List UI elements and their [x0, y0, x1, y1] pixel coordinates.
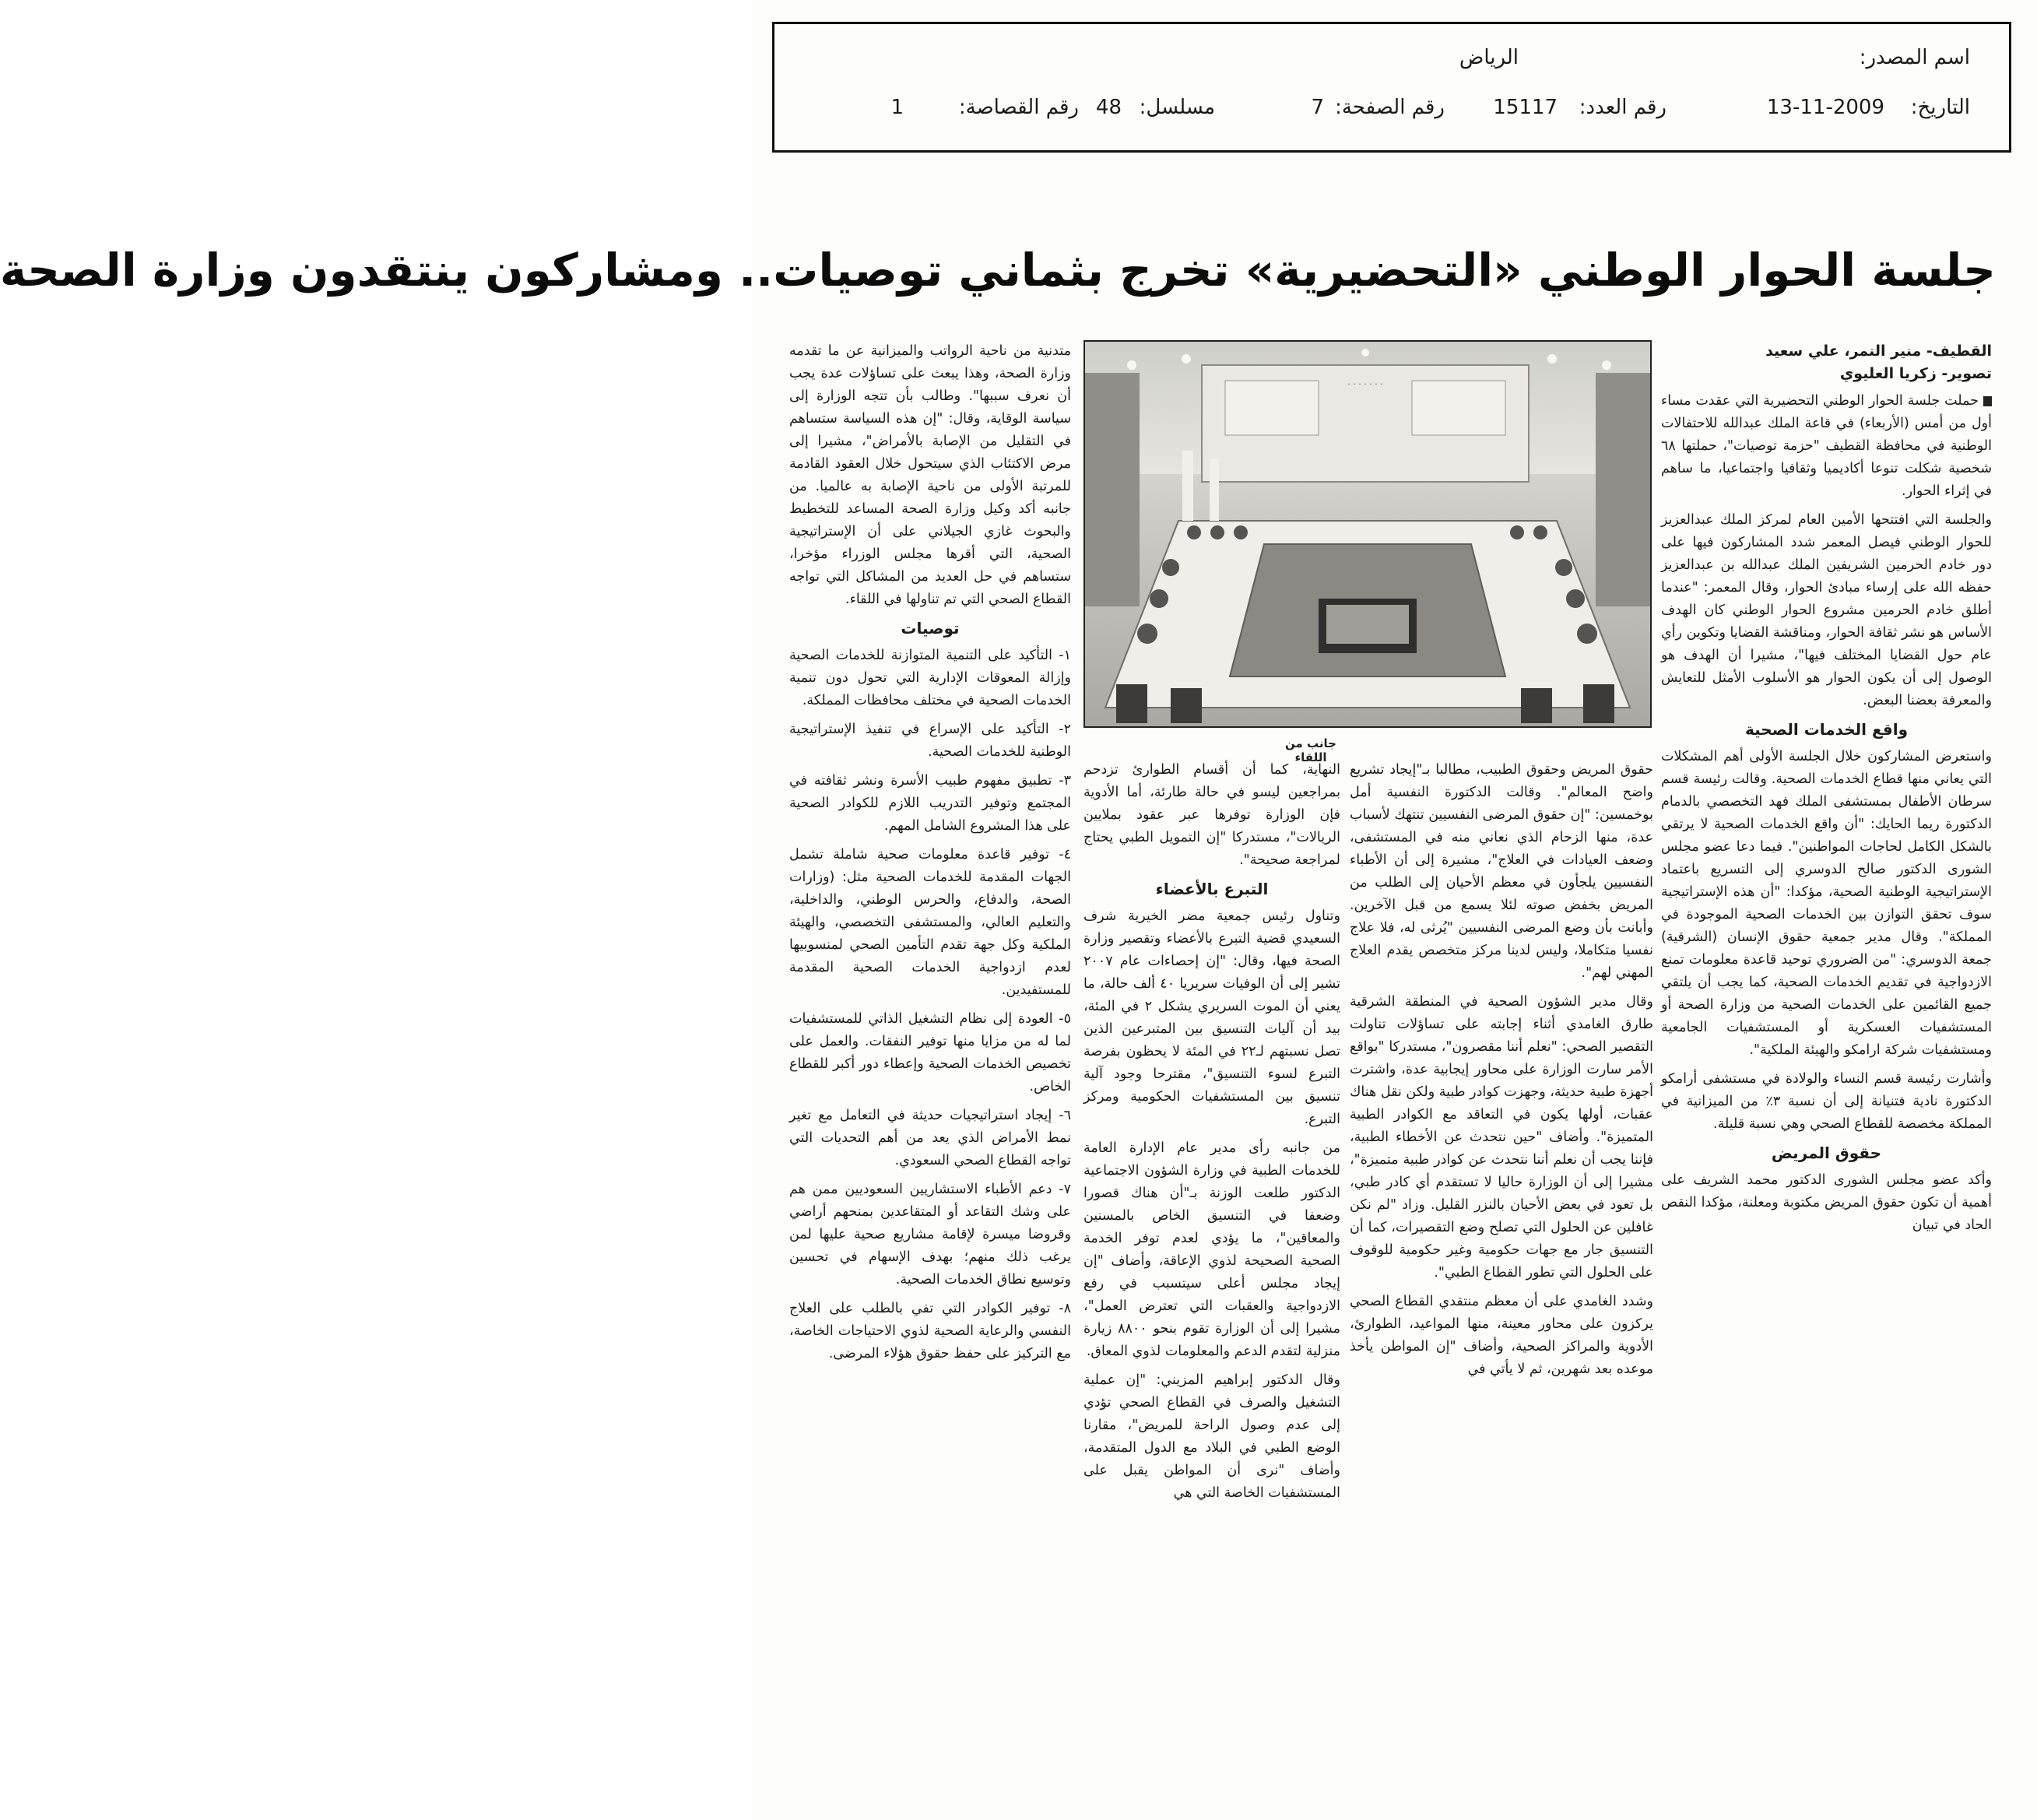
- article-column-4: [789, 340, 1071, 1558]
- paragraph: النهاية، كما أن أقسام الطوارئ تزدحم بمراجعين ليسو في حالة طارئة، أما الأدوية فإن الوزارة توفرها عبر عقود بملايين الريالات"، مستدركا "إن التمويل الطبي يحتاج لمراجعة صحيحة".: [1083, 762, 1340, 868]
- date-label: التاريخ:: [1910, 96, 1970, 119]
- recommendation-item: ٢- التأكيد على الإسراع في تنفيذ الإستراتيجية الوطنية للخدمات الصحية.: [789, 722, 1071, 760]
- paragraph-marker-icon: [1983, 396, 1992, 406]
- paragraph: وأكد عضو مجلس الشورى الدكتور محمد الشريف على أهمية أن تكون حقوق المريض مكتوبة ومعلنة، مؤكدا النقص الحاد في تبيان: [1661, 1172, 1992, 1233]
- paragraph: حملت جلسة الحوار الوطني التحضيرية التي عقدت مساء أول من أمس (الأربعاء) في قاعة الملك عبدالله للاحتفالات الوطنية في محافظة القطيف "حزمة توصيات"، حملتها ٦٨ شخصية شكلت تنوعا أكاديميا وثقافيا واجتماعيا، ما ساهم في إثراء الحوار.: [1661, 393, 1992, 499]
- clip-label: رقم القصاصة:: [958, 96, 1079, 119]
- source-label: اسم المصدر:: [1859, 46, 1970, 69]
- paragraph: وقال مدير الشؤون الصحية في المنطقة الشرقية طارق الغامدي أثناء إجابته على تساؤلات تناولت التقصير الصحي: "نعلم أننا مقصرون"، مستدركا "بواقع الأمر سارت الوزارة على محاور إيجابية عدة، واشترت أجهزة طبية حديثة، وجهزت كوادر طبية ولكن نقل هناك عقبات، أولها يكون في التعاقد مع الكوادر الطبية المتميزة". وأضاف "حين نتحدث عن الأخطاء الطبية، فإننا يجب أن نعلم أننا نتحدث عن كوادر طبية متميزة"، مشيرا إلى أن الوزارة حاليا لا تستقدم أي كادر طبي، بل تعود في بعض الأحيان بالنزر القليل. وزاد "لم نكن غافلين عن الحلول التي تصلح وضع التقصيرات، كما أن التنسيق جار مع جهات حكومية وغير حكومية للوقوف على الحلول التي تطور القطاع الطبي".: [1350, 994, 1653, 1281]
- byline-photographer: تصوير- زكريا العليوي: [1839, 365, 1992, 382]
- article-column-2: [1350, 759, 1653, 1558]
- recommendation-item: ١- التأكيد على التنمية المتوازنة للخدمات الصحية وإزالة المعوقات الإدارية التي تحول دون تنمية الخدمات الصحية في مختلف محافظات المملكة.: [789, 648, 1071, 708]
- serial-value: 48: [1095, 96, 1122, 119]
- byline-authors: القطيف- منير النمر، علي سعيد: [1765, 343, 1992, 360]
- recommendation-item: ٣- تطبيق مفهوم طبيب الأسرة ونشر ثقافته في المجتمع وتوفير التدريب اللازم للكوادر الصحية على هذا المشروع الشامل المهم.: [789, 773, 1071, 834]
- metadata-box: [772, 22, 2011, 153]
- recommendation-item: ٨- توفير الكوادر التي تفي بالطلب على العلاج النفسي والرعاية الصحية لذوي الاحتياجات الخاصة، مع التركيز على حفظ حقوق هؤلاء المرضى.: [789, 1301, 1071, 1361]
- paragraph: وقال الدكتور إبراهيم المزيني: "إن عملية التشغيل والصرف في القطاع الصحي تؤدي إلى عدم وصول الراحة للمريض"، مقارنا الوضع الطبي في البلاد مع الدول المتقدمة، وأضاف "نرى أن المواطن يقبل على المستشفيات الخاصة التي هي: [1083, 1372, 1340, 1501]
- issue-value: 15117: [1493, 96, 1558, 119]
- source-value: الرياض: [1459, 46, 1519, 69]
- paragraph: وتناول رئيس جمعية مضر الخيرية شرف السعيدي قضية التبرع بالأعضاء وتقصير وزارة الصحة فيها، وقال: "إن إحصاءات عام ٢٠٠٧ تشير إلى أن الوفيات سريريا ٤٠ ألف حالة، ما يعني أن الموت السريري يشكل ٢ في المئة، بيد أن آليات التنسيق بين المتبرعين الذين تصل نسبتهم لـ٢٢ في المئة لا يحظون بفرصة التبرع لسوء التنسيق"، مقترحا وجود آلية تنسيق بين المستشفيات الحكومية ومركز التبرع.: [1083, 908, 1340, 1127]
- photo-caption: جانب من اللقاء: [1285, 736, 1336, 764]
- paragraph: والجلسة التي افتتحها الأمين العام لمركز الملك عبدالعزيز للحوار الوطني فيصل المعمر شدد المشاركون فيها على دور خادم الحرمين الشريفين الملك عبدالله بن عبدالعزيز حفظه الله على إرساء مبادئ الحوار، وقال المعمر: "عندما أطلق خادم الحرمين مشروع الحوار الوطني كان الهدف الأساس هو نشر ثقافة الحوار، ومناقشة القضايا وتكوين رأي عام حول القضايا المختلف فيها"، مشيرا أن الهدف هو الوصول إلى أن يكون الحوار هو الأسلوب الأمثل للتعايش والمعرفة بعضنا البعض.: [1661, 512, 1992, 708]
- paragraph: حقوق المريض وحقوق الطبيب، مطالبا بـ"إيجاد تشريع واضح المعالم". وقالت الدكتورة النفسية أمل بوخمسين: "إن حقوق المرضى النفسيين تنتهك لأسباب عدة، منها الزحام الذي نعاني منه في المستشفى، وضعف العيادات في العلاج"، مشيرة إلى أن الأطباء النفسيين يلجأون في معظم الأحيان إلى الطلب من المريض بخفض صوته لئلا يسمع من قبل الآخرين. وأبانت بأن وضع المرضى النفسيين "يُرثى له، فلا علاج نفسيا متكاملا، وليس لدينا مركز متخصص يقدم العلاج المهني لهم".: [1350, 762, 1653, 981]
- page-label: رقم الصفحة:: [1335, 96, 1445, 119]
- paragraph: متدنية من ناحية الرواتب والميزانية عن ما تقدمه وزارة الصحة، وهذا يبعث على تساؤلات عدة يجب أن نعرف سببها". وطالب بأن تتجه الوزارة إلى سياسة الوقاية، وقال: "إن هذه السياسة ستساهم في التقليل من الإصابة بالأمراض"، مشيرا إلى مرض الاكتئاب الذي سيتحول خلال العقود القادمة للمرتبة الأولى من ناحية الإصابة به عالميا. من جانبه أكد وكيل وزارة الصحة المساعد للتخطيط والبحوث غازي الجيلاني على أن الإستراتيجية الصحية، التي أقرها مجلس الوزراء مؤخرا، ستساهم في حل العديد من المشاكل التي تواجه القطاع الصحي التي تم تناولها في اللقاء.: [789, 343, 1071, 607]
- issue-label: رقم العدد:: [1579, 96, 1666, 119]
- serial-label: مسلسل:: [1139, 96, 1215, 119]
- paragraph: من جانبه رأى مدير عام الإدارة العامة للخدمات الطبية في وزارة الشؤون الاجتماعية الدكتور طلعت الوزنة بـ"أن هناك قصورا وضعفا في التنسيق الخاص بالمسنين والمعاقين"، ما يؤدي لعدم توفر الخدمة الصحية الصحيحة لذوي الإعاقة، وأضاف "إن إيجاد مجلس أعلى سيتسبب في رفع الازدواجية والعقبات التي تعترض العمل"، مشيرا إلى أن الوزارة تقوم بنحو ٨٨٠٠ زيارة منزلية لتقدم الدعم والمعلومات لذوي المعاق.: [1083, 1140, 1340, 1359]
- paragraph: وأشارت رئيسة قسم النساء والولادة في مستشفى أرامكو الدكتورة نادية فتنيانة إلى أن نسبة ٣٪ من الميزانية في المملكة مخصصة للقطاع الصحي وهي نسبة قليلة.: [1661, 1071, 1992, 1132]
- article-headline: جلسة الحوار الوطني «التحضيرية» تخرج بثماني توصيات.. ومشاركون ينتقدون وزارة الصحة: [0, 244, 1996, 297]
- svg-text:· · · · · · ·: · · · · · · ·: [1347, 379, 1383, 389]
- recommendation-item: ٥- العودة إلى نظام التشغيل الذاتي للمستشفيات لما له من مزايا منها توفير النفقات. والعمل على تخصيص الخدمات الصحية وإعطاء دور أكبر للقطاع الخاص.: [789, 1011, 1071, 1094]
- article-column-3: [1083, 759, 1340, 1558]
- subheading: توصيات: [901, 619, 960, 638]
- clip-value: 1: [890, 96, 904, 119]
- subheading: حقوق المريض: [1771, 1144, 1882, 1162]
- article-photo: [1083, 340, 1652, 728]
- paragraph: واستعرض المشاركون خلال الجلسة الأولى أهم المشكلات التي يعاني منها قطاع الخدمات الصحية. وقالت رئيسة قسم سرطان الأطفال بمستشفى الملك فهد التخصصي بالدمام الدكتورة ريما الحايك: "أن واقع الخدمات الصحية لا يرتقي بالشكل الكامل لحاجات المواطنين". فيما دعا عضو مجلس الشورى الدكتور صالح الدوسري إلى التسريع باعتماد الإستراتيجية الوطنية الصحية، مؤكدا: "أن هذه الإستراتيجية سوف تحقق التوازن بين الخدمات الصحية الموجودة في المملكة". وقال مدير جمعية حقوق الإنسان (الشرقية) جمعة الدوسري: "من الضروري توحيد قاعدة معلومات تمنع الازدواجية في تقديم الخدمات الصحية، كما يجب أن يلتقي جميع القائمين على الخدمات الصحية من وزارة الصحة أو المستشفيات العسكرية أو المستشفيات الجامعية ومستشفيات شركة ارامكو والهيئة الملكية".: [1661, 749, 1992, 1058]
- date-value: 13-11-2009: [1766, 96, 1884, 119]
- conference-hall-photo: [1085, 342, 1650, 726]
- subheading: التبرع بالأعضاء: [1155, 880, 1269, 898]
- page-value: 7: [1311, 96, 1324, 119]
- paragraph: وشدد الغامدي على أن معظم منتقدي القطاع الصحي يركزون على محاور معينة، منها المواعيد، الطوارئ، الأدوية والمراكز الصحية، وأضاف "إن المواطن يأخذ موعده بعد شهرين، ثم لا يأتي في: [1350, 1294, 1653, 1377]
- recommendation-item: ٤- توفير قاعدة معلومات صحية شاملة تشمل الجهات المقدمة للخدمات الصحية مثل: (وزارات الصحة، والدفاع، والحرس الوطني، والداخلية، والتعليم العالي، والمستشفى التخصصي، والهيئة الملكية وكل جهة تقدم التأمين الصحي لمنسوبيها لعدم ازدواجية الخدمات الصحية المقدمة للمستفيدين.: [789, 847, 1071, 998]
- recommendation-item: ٦- إيجاد استراتيجيات حديثة في التعامل مع تغير نمط الأمراض الذي يعد من أهم التحديات التي تواجه القطاع الصحي السعودي.: [789, 1108, 1071, 1168]
- article-column-1: [1661, 340, 1992, 1558]
- recommendation-item: ٧- دعم الأطباء الاستشاريين السعوديين ممن هم على وشك التقاعد أو المتقاعدين بمنحهم أراضي وقروضا ميسرة لإقامة مشاريع صحية عليها لمن يرغب ذلك منهم؛ بهدف الإسهام في تحسين وتوسيع نطاق الخدمات الصحية.: [789, 1182, 1071, 1288]
- subheading: واقع الخدمات الصحية: [1744, 720, 1909, 739]
